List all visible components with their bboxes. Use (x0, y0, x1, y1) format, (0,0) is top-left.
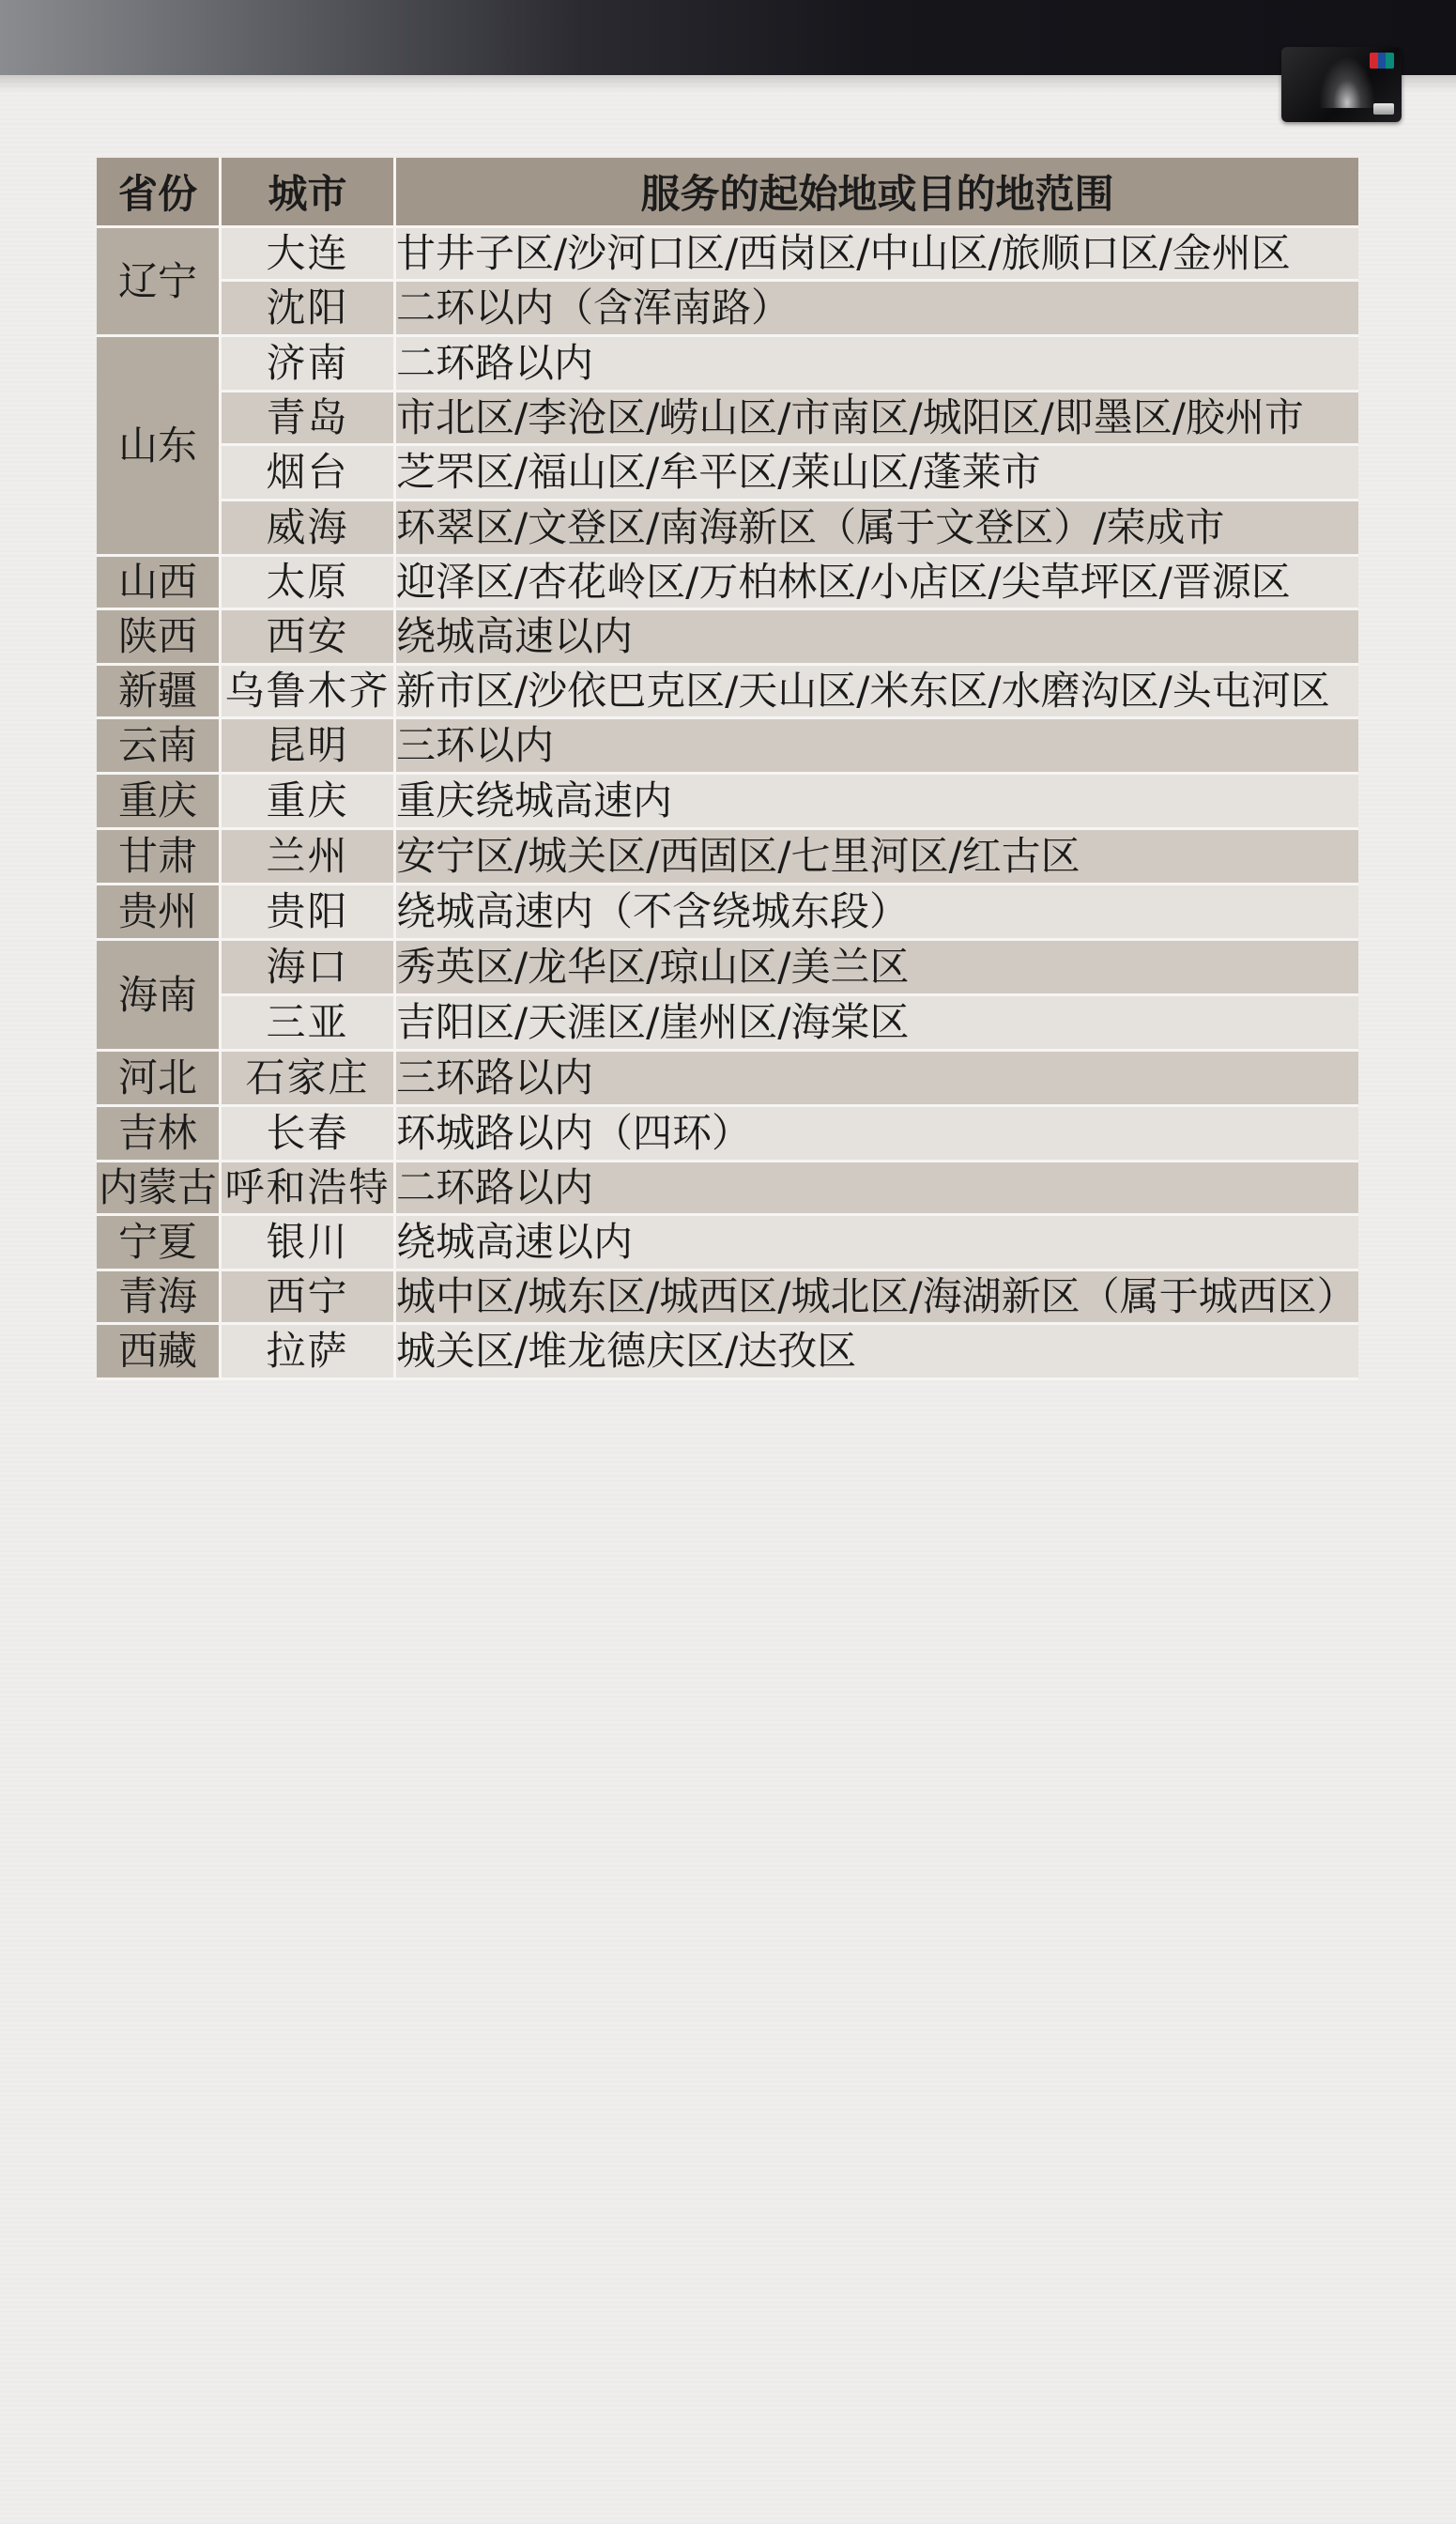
service-coverage-table (97, 158, 1358, 1380)
bank-card-image (1281, 47, 1402, 122)
area-cell: 二环路以内 (396, 337, 1358, 392)
area-cell: 安宁区/城关区/西固区/七里河区/红古区 (396, 830, 1358, 885)
province-cell: 甘肃 (97, 830, 222, 885)
city-cell: 大连 (222, 228, 396, 282)
city-cell: 海口 (222, 941, 396, 996)
area-cell: 重庆绕城高速内 (396, 775, 1358, 830)
table-row (97, 1107, 1358, 1162)
city-cell: 西宁 (222, 1271, 396, 1325)
province-cell: 内蒙古 (97, 1162, 222, 1216)
table-row (97, 719, 1358, 775)
city-cell: 重庆 (222, 775, 396, 830)
city-cell: 烟台 (222, 446, 396, 501)
area-cell: 三环路以内 (396, 1052, 1358, 1107)
area-cell: 绕城高速以内 (396, 610, 1358, 666)
banner-shadow (0, 75, 1456, 92)
province-cell: 青海 (97, 1271, 222, 1325)
table-row (97, 610, 1358, 666)
area-cell: 绕城高速以内 (396, 1216, 1358, 1271)
area-cell: 吉阳区/天涯区/崖州区/海棠区 (396, 996, 1358, 1052)
city-cell: 威海 (222, 501, 396, 557)
top-banner (0, 0, 1456, 75)
province-cell: 新疆 (97, 666, 222, 719)
table-row (97, 941, 1358, 996)
province-cell: 陕西 (97, 610, 222, 666)
table-row (97, 392, 1358, 446)
table-row (97, 996, 1358, 1052)
province-cell: 山西 (97, 557, 222, 610)
city-cell: 三亚 (222, 996, 396, 1052)
area-cell: 环城路以内（四环） (396, 1107, 1358, 1162)
area-cell: 芝罘区/福山区/牟平区/莱山区/蓬莱市 (396, 446, 1358, 501)
area-cell: 三环以内 (396, 719, 1358, 775)
city-cell: 青岛 (222, 392, 396, 446)
table-row (97, 446, 1358, 501)
table-row (97, 282, 1358, 337)
header-city: 城市 (222, 158, 396, 228)
city-cell: 西安 (222, 610, 396, 666)
city-cell: 乌鲁木齐 (222, 666, 396, 719)
card-chip-icon (1373, 103, 1394, 115)
table-row (97, 885, 1358, 941)
table-row (97, 830, 1358, 885)
city-cell: 呼和浩特 (222, 1162, 396, 1216)
table-row (97, 666, 1358, 719)
area-cell: 二环路以内 (396, 1162, 1358, 1216)
area-cell: 市北区/李沧区/崂山区/市南区/城阳区/即墨区/胶州市 (396, 392, 1358, 446)
province-cell: 贵州 (97, 885, 222, 941)
area-cell: 甘井子区/沙河口区/西岗区/中山区/旅顺口区/金州区 (396, 228, 1358, 282)
city-cell: 拉萨 (222, 1325, 396, 1380)
area-cell: 秀英区/龙华区/琼山区/美兰区 (396, 941, 1358, 996)
area-cell: 城关区/堆龙德庆区/达孜区 (396, 1325, 1358, 1380)
city-cell: 兰州 (222, 830, 396, 885)
unionpay-logo-icon (1370, 53, 1394, 69)
province-cell: 云南 (97, 719, 222, 775)
city-cell: 济南 (222, 337, 396, 392)
table-header-row (97, 158, 1358, 228)
province-cell: 重庆 (97, 775, 222, 830)
table-row (97, 228, 1358, 282)
province-cell: 宁夏 (97, 1216, 222, 1271)
table-row (97, 1216, 1358, 1271)
city-cell: 石家庄 (222, 1052, 396, 1107)
city-cell: 银川 (222, 1216, 396, 1271)
header-province: 省份 (97, 158, 222, 228)
province-cell: 吉林 (97, 1107, 222, 1162)
card-light-rays (1319, 56, 1375, 108)
table-row (97, 337, 1358, 392)
city-cell: 长春 (222, 1107, 396, 1162)
city-cell: 贵阳 (222, 885, 396, 941)
area-cell: 城中区/城东区/城西区/城北区/海湖新区（属于城西区） (396, 1271, 1358, 1325)
table-row (97, 1271, 1358, 1325)
city-cell: 沈阳 (222, 282, 396, 337)
city-cell: 太原 (222, 557, 396, 610)
city-cell: 昆明 (222, 719, 396, 775)
province-cell: 河北 (97, 1052, 222, 1107)
area-cell: 新市区/沙依巴克区/天山区/米东区/水磨沟区/头屯河区 (396, 666, 1358, 719)
table-row (97, 775, 1358, 830)
area-cell: 绕城高速内（不含绕城东段） (396, 885, 1358, 941)
table-row (97, 1162, 1358, 1216)
province-cell: 山东 (97, 337, 222, 557)
province-cell: 海南 (97, 941, 222, 1052)
province-cell: 辽宁 (97, 228, 222, 337)
area-cell: 二环以内（含浑南路） (396, 282, 1358, 337)
table-row (97, 501, 1358, 557)
table-row (97, 1325, 1358, 1380)
table-row (97, 1052, 1358, 1107)
area-cell: 迎泽区/杏花岭区/万柏林区/小店区/尖草坪区/晋源区 (396, 557, 1358, 610)
table-row (97, 557, 1358, 610)
area-cell: 环翠区/文登区/南海新区（属于文登区）/荣成市 (396, 501, 1358, 557)
province-cell: 西藏 (97, 1325, 222, 1380)
header-area: 服务的起始地或目的地范围 (396, 158, 1358, 228)
